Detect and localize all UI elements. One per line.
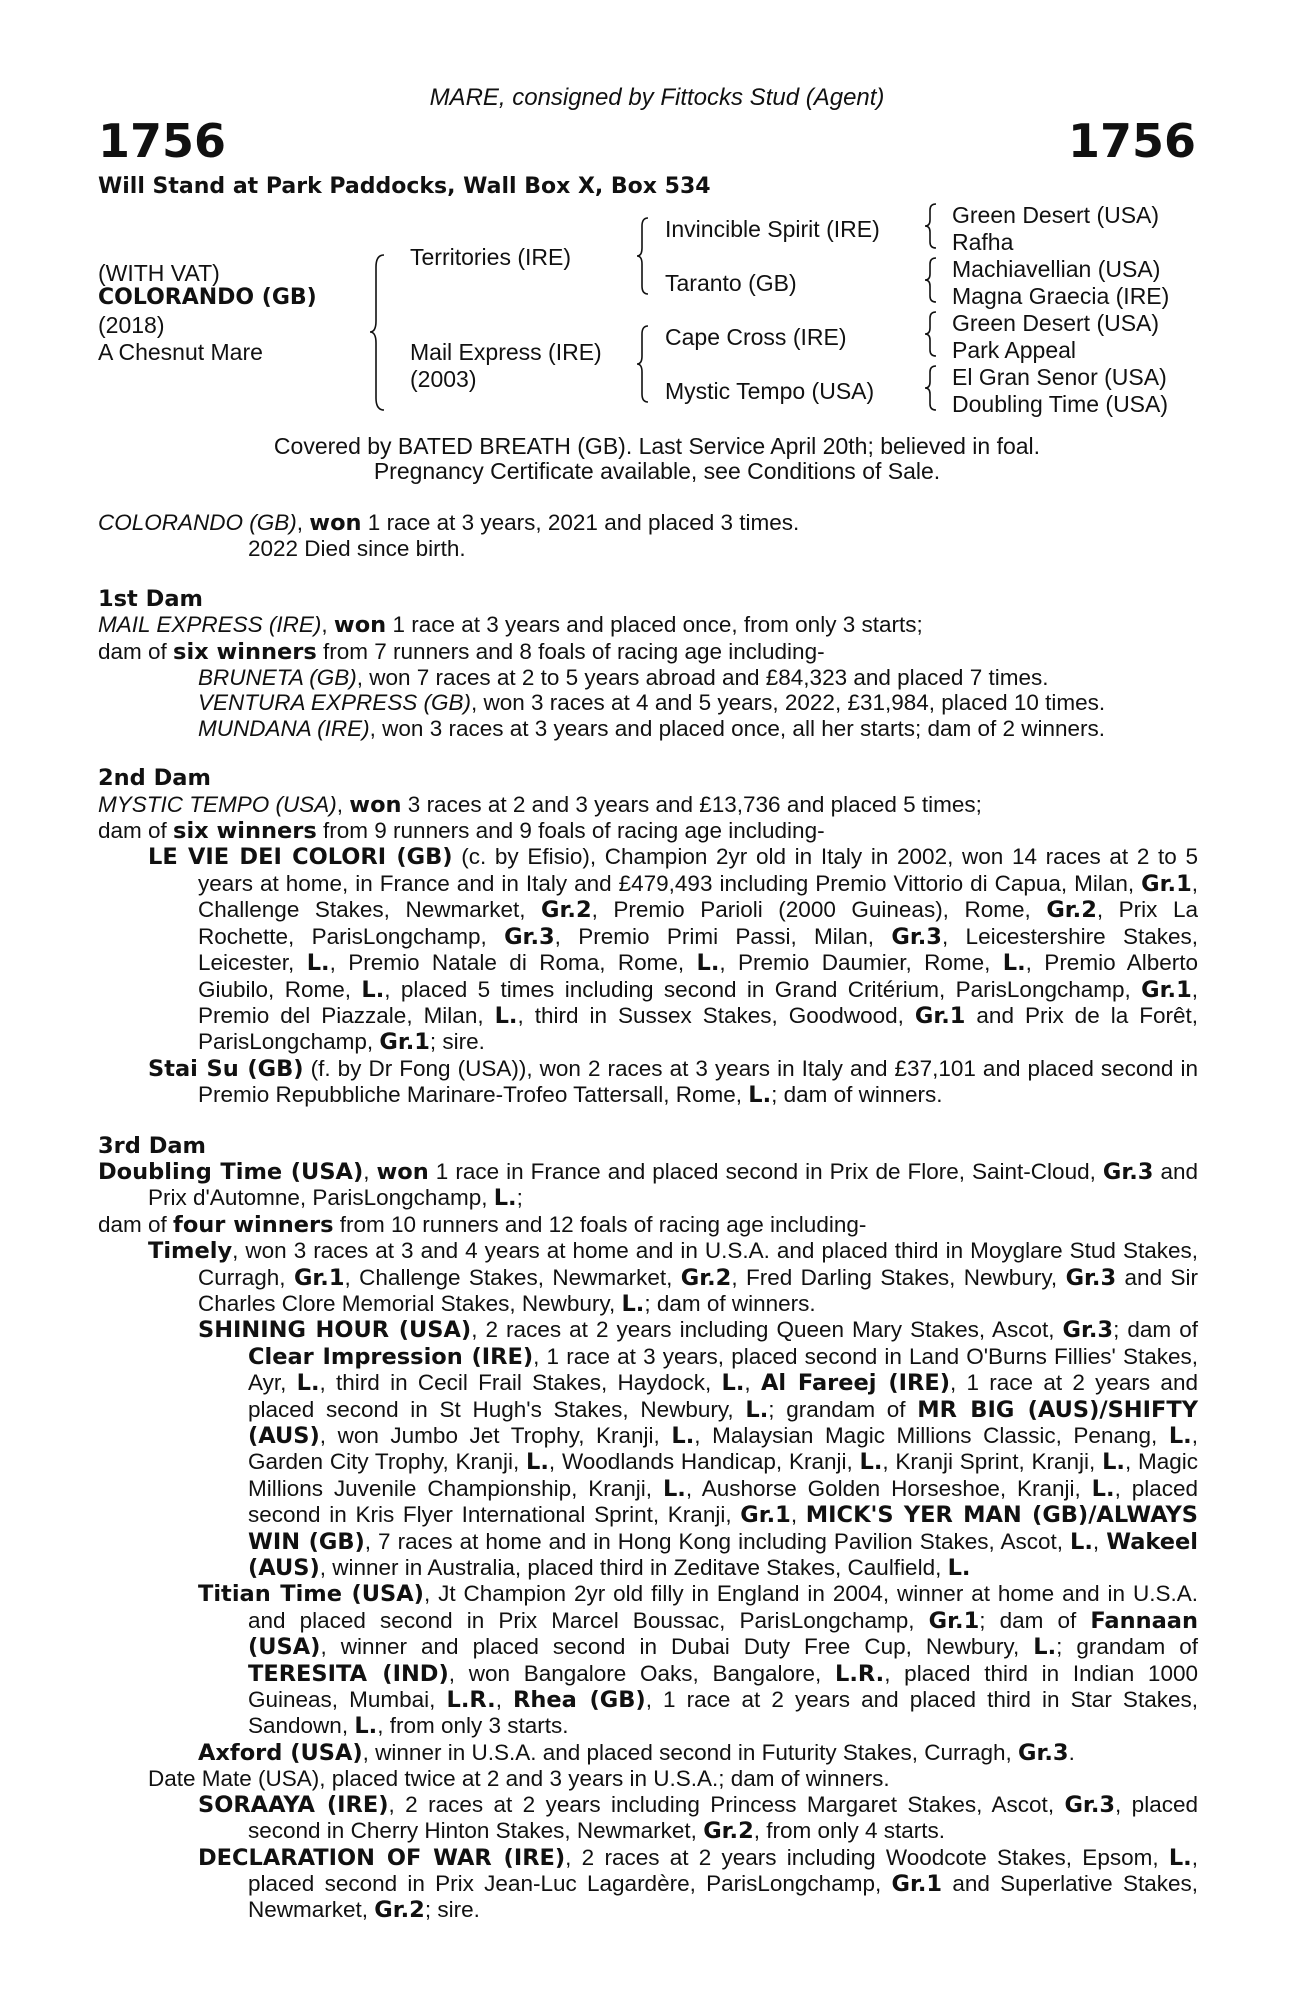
bold-run: L.: [721, 1370, 745, 1397]
bold-run: L.: [493, 1185, 517, 1212]
bold-run: MR BIG (AUS)/SHIFTY (AUS): [248, 1396, 1198, 1449]
text-run: , third in Sussex Stakes, Goodwood,: [517, 1002, 915, 1028]
text-run: , Premio Parioli (2000 Guineas), Rome,: [591, 897, 1047, 923]
bold-run: Gr.2: [680, 1264, 732, 1291]
career-note: 2022 Died since birth.: [248, 536, 466, 562]
second-dam-name: MYSTIC TEMPO (USA): [98, 791, 337, 817]
text-run: and Superlative Stakes, Newmarket,: [248, 1870, 1198, 1923]
grand-offspring-entry: [98, 1845, 1198, 1924]
horse-name: COLORANDO (GB): [98, 285, 317, 310]
text-run: , Prix La Rochette, ParisLongchamp,: [198, 897, 1198, 949]
bold-run: L.: [494, 1002, 518, 1029]
bold-run: L.: [947, 1555, 971, 1582]
text-run: from 10 runners and 12 foals of racing age including-: [333, 1211, 867, 1237]
second-dam-heading: 2nd Dam: [98, 765, 211, 792]
offspring-entry: [98, 690, 1198, 715]
ped-ddd: Doubling Time (USA): [952, 391, 1169, 417]
grand-offspring-entry: [98, 1792, 1198, 1845]
bold-run: four winners: [173, 1211, 334, 1238]
bold-run: Gr.2: [541, 897, 592, 924]
text-run: and Prix d'Automne, ParisLongchamp,: [148, 1158, 1198, 1211]
text-run: , Premio Primi Passi, Milan,: [554, 923, 892, 949]
career-text: 1 race at 3 years, 2021 and placed 3 times.: [361, 510, 800, 535]
pedigree-bracket: [924, 366, 938, 410]
text-run: ,: [495, 1687, 514, 1713]
first-dam-record: 1 race at 3 years and placed once, from only 3 starts;: [386, 612, 923, 638]
third-dam-produce: [98, 1212, 1198, 1238]
pedigree-bracket: [924, 204, 938, 248]
bold-run: DECLARATION OF WAR (IRE): [198, 1844, 566, 1871]
bold-run: LE VIE DEI COLORI (GB): [148, 844, 453, 871]
first-dam-heading: 1st Dam: [98, 585, 203, 612]
second-dam-line: MYSTIC TEMPO (USA), won 3 races at 2 and 3 years and £13,736 and placed 5 times;: [98, 791, 982, 818]
offspring-name: MUNDANA (IRE): [198, 715, 370, 741]
bold-run: Wakeel (AUS): [248, 1528, 1198, 1582]
bold-run: Titian Time (USA): [198, 1581, 424, 1608]
career-line: COLORANDO (GB), won 1 race at 3 years, 2021 and placed 3 times.: [98, 510, 800, 536]
offspring-entry: [98, 716, 1198, 741]
text-run: ; grandam of: [1056, 1634, 1198, 1660]
ped-sds: Machiavellian (USA): [952, 256, 1161, 282]
bold-run: L.: [361, 976, 385, 1003]
text-run: , Premio Alberto Giubilo, Rome,: [198, 950, 1199, 1002]
grand-offspring-entry: [98, 1317, 1198, 1581]
offspring-record: , won 7 races at 2 to 5 years abroad and £84,323 and placed 7 times.: [356, 665, 1049, 691]
text-run: , winner in U.S.A. and placed second in Futurity Stakes, Curragh,: [362, 1739, 1018, 1765]
bold-run: Gr.3: [1064, 1791, 1116, 1818]
bold-run: Gr.3: [1062, 1317, 1114, 1344]
bold-run: L.: [1168, 1844, 1192, 1871]
bold-run: Timely: [148, 1238, 233, 1265]
pedigree-bracket: [368, 255, 388, 410]
horse-year: (2018): [98, 312, 165, 338]
bold-run: Gr.1: [1141, 976, 1192, 1003]
bold-run: Gr.1: [293, 1264, 345, 1291]
text-run: , winner in Australia, placed third in Zeditave Stakes, Caulfield,: [319, 1555, 948, 1581]
won-label: won: [309, 510, 362, 536]
first-dam-produce: [98, 639, 1198, 665]
text-run: , Premio Natale di Roma, Rome,: [329, 950, 697, 976]
bold-run: Gr.3: [1102, 1158, 1154, 1185]
horse-description: A Chesnut Mare: [98, 339, 263, 365]
bold-run: L.: [859, 1449, 883, 1476]
third-dam-heading: 3rd Dam: [98, 1132, 206, 1159]
text-run: , 2 races at 2 years including Queen Mary Stakes, Ascot,: [471, 1317, 1063, 1343]
dam-year: (2003): [410, 366, 477, 392]
bold-run: Gr.3: [1065, 1264, 1117, 1291]
consignment-line: MARE, consigned by Fittocks Stud (Agent): [429, 84, 885, 111]
text-run: dam of: [98, 1211, 174, 1237]
text-run: , placed second in Kris Flyer International Sprint, Kranji,: [248, 1475, 1198, 1528]
text-run: , 2 races at 2 years including Princess Margaret Stakes, Ascot,: [388, 1791, 1065, 1817]
dam-sire: Cape Cross (IRE): [665, 324, 847, 350]
text-run: , placed second in Prix Jean-Luc Lagardère, ParisLongchamp,: [248, 1844, 1198, 1896]
bold-run: L.: [1033, 1634, 1057, 1661]
text-run: , Premio Daumier, Rome,: [719, 950, 1003, 976]
second-dam-produce: [98, 818, 1198, 844]
bold-run: L.: [306, 950, 330, 977]
bold-run: Fannaan (USA): [248, 1607, 1198, 1661]
bold-run: L.: [1168, 1423, 1192, 1449]
text-run: , Jt Champion 2yr old filly in England in 2004, winner at home and in U.S.A. and placed second in Prix Marcel Boussac, ParisLongchamp,: [248, 1581, 1198, 1633]
lot-number-left: 1756: [98, 114, 227, 168]
bold-run: L.: [662, 1475, 686, 1502]
text-run: ; dam of: [979, 1607, 1091, 1633]
text-run: , won Jumbo Jet Trophy, Kranji,: [319, 1423, 672, 1448]
text-run: , third in Cecil Frail Stakes, Haydock,: [319, 1370, 722, 1396]
text-run: , Fred Darling Stakes, Newbury,: [731, 1264, 1066, 1290]
bold-run: Clear Impression (IRE): [248, 1343, 534, 1370]
text-run: .: [1068, 1739, 1075, 1765]
text-run: , won 3 races at 3 and 4 years at home and in U.S.A. and placed third in Moyglare Stud Stakes, Curragh,: [198, 1238, 1198, 1290]
bold-run: Gr.3: [1018, 1739, 1069, 1766]
text-run: ,: [790, 1502, 806, 1528]
pedigree-bracket: [924, 312, 938, 356]
text-run: , 1 race at 2 years and placed third in Star Stakes, Sandown,: [248, 1687, 1198, 1739]
bold-run: Gr.3: [504, 923, 555, 950]
text-run: , Aushorse Golden Horseshoe, Kranji,: [685, 1475, 1092, 1501]
text-run: (c. by Efisio), Champion 2yr old in Italy in 2002, won 14 races at 2 to 5 years at home, in France and in Italy and £479,493 including Premio Vittorio di Capua, Milan,: [198, 844, 1198, 896]
text-run: dam of: [98, 818, 174, 844]
text-run: , 7 races at home and in Hong Kong including Pavilion Stakes, Ascot,: [364, 1528, 1071, 1554]
text-run: ;: [516, 1185, 523, 1211]
text-run: , Garden City Trophy, Kranji,: [248, 1423, 1198, 1475]
text-run: from 9 runners and 9 foals of racing age including-: [316, 818, 825, 844]
ped-sdd: Magna Graecia (IRE): [952, 283, 1170, 309]
bold-run: L.: [354, 1713, 378, 1740]
bold-run: L.: [671, 1423, 695, 1449]
text-run: (f. by Dr Fong (USA)), won 2 races at 3 years in Italy and £37,101 and placed second in Premio Repubbliche Marinare-Trofeo Tattersall, Rome,: [198, 1055, 1199, 1108]
winners-count: six winners: [173, 638, 317, 665]
text-run: ; dam of: [1113, 1317, 1198, 1343]
text-run: ; sire.: [429, 1029, 485, 1055]
bold-run: L.: [1002, 950, 1026, 977]
bold-run: Gr.1: [1141, 870, 1192, 897]
offspring-entry: Date Mate (USA), placed twice at 2 and 3 years in U.S.A.; dam of winners.: [148, 1766, 890, 1792]
bold-run: L.: [1102, 1449, 1125, 1476]
text-run: , 1 race at 3 years, placed second in Land O'Burns Fillies' Stakes, Ayr,: [248, 1343, 1198, 1396]
bold-run: L.: [745, 1396, 769, 1423]
bold-run: Doubling Time (USA): [98, 1158, 364, 1185]
text-run: , 1 race at 2 years and placed second in St Hugh's Stakes, Newbury,: [248, 1370, 1198, 1422]
bold-run: L.: [621, 1290, 645, 1317]
covering-line-2: Pregnancy Certificate available, see Conditions of Sale.: [373, 458, 941, 484]
text-run: , Malaysian Magic Millions Classic, Penang,: [694, 1423, 1169, 1448]
offspring-entry: [98, 1056, 1198, 1109]
text-run: and Prix de la Forêt, ParisLongchamp,: [198, 1002, 1198, 1055]
bold-run: won: [376, 1158, 429, 1185]
text-run: ,: [363, 1158, 377, 1184]
sire-name: Territories (IRE): [410, 244, 572, 270]
text-run: , placed 5 times including second in Grand Critérium, ParisLongchamp,: [384, 976, 1142, 1002]
ped-ssd: Rafha: [952, 229, 1014, 255]
bold-run: L.: [696, 950, 720, 977]
bold-run: L.: [748, 1082, 772, 1109]
sire-sire: Invincible Spirit (IRE): [665, 216, 880, 242]
text-run: ; sire.: [424, 1897, 480, 1923]
text-run: , Leicestershire Stakes, Leicester,: [198, 923, 1198, 976]
bold-run: SORAAYA (IRE): [198, 1791, 389, 1818]
bold-run: L.R.: [446, 1687, 496, 1714]
stand-location: Will Stand at Park Paddocks, Wall Box X, Box 534: [98, 174, 711, 199]
won-label: won: [333, 612, 387, 639]
grand-offspring-entry: [98, 1740, 1198, 1766]
ped-dsd: Park Appeal: [952, 337, 1077, 363]
text-run: , from only 4 starts.: [753, 1818, 946, 1844]
covering-line-1: Covered by BATED BREATH (GB). Last Service April 20th; believed in foal.: [273, 433, 1041, 459]
bold-run: SHINING HOUR (USA): [198, 1317, 472, 1344]
third-dam-line: [98, 1159, 1198, 1212]
first-dam-name: MAIL EXPRESS (IRE): [98, 612, 322, 638]
vat-note: (WITH VAT): [98, 260, 220, 286]
bold-run: Rhea (GB): [513, 1687, 646, 1714]
text-run: from 7 runners and 8 foals of racing age including-: [316, 638, 825, 664]
dam-dam: Mystic Tempo (USA): [665, 378, 875, 404]
bold-run: Al Fareej (IRE): [760, 1370, 950, 1397]
first-dam-line: MAIL EXPRESS (IRE), won 1 race at 3 years and placed once, from only 3 starts;: [98, 612, 923, 639]
lot-number-right: 1756: [1067, 114, 1196, 168]
bold-run: Gr.1: [740, 1502, 791, 1529]
ped-dss: Green Desert (USA): [952, 310, 1160, 336]
won-label: won: [349, 791, 402, 818]
text-run: and Sir Charles Clore Memorial Stakes, Newbury,: [198, 1264, 1198, 1316]
bold-run: TERESITA (IND): [248, 1660, 449, 1687]
text-run: , from only 3 starts.: [377, 1713, 569, 1739]
text-run: ,: [744, 1370, 761, 1396]
text-run: 1 race in France and placed second in Prix de Flore, Saint-Cloud,: [428, 1158, 1103, 1184]
bold-run: Gr.2: [703, 1818, 754, 1845]
text-run: , placed third in Indian 1000 Guineas, Mumbai,: [248, 1660, 1198, 1713]
text-run: ,: [1092, 1528, 1107, 1554]
offspring-record: , won 3 races at 3 years and placed once, all her starts; dam of 2 winners.: [369, 715, 1106, 741]
ped-dds: El Gran Senor (USA): [952, 364, 1167, 390]
text-run: , 2 races at 2 years including Woodcote Stakes, Epsom,: [565, 1844, 1169, 1870]
text-run: , Kranji Sprint, Kranji,: [882, 1449, 1103, 1475]
bold-run: L.: [296, 1370, 320, 1397]
bold-run: Gr.2: [1046, 897, 1097, 924]
text-run: , placed second in Cherry Hinton Stakes, Newmarket,: [248, 1791, 1198, 1844]
offspring-entry: [98, 665, 1198, 690]
bold-run: L.: [526, 1449, 549, 1476]
bold-run: L.: [1091, 1475, 1115, 1502]
offspring-record: , won 3 races at 4 and 5 years, 2022, £31,984, placed 10 times.: [470, 690, 1106, 716]
bold-run: L.R.: [835, 1660, 885, 1687]
text-run: , Premio del Piazzale, Milan,: [198, 976, 1198, 1028]
text-run: , winner and placed second in Dubai Duty Free Cup, Newbury,: [320, 1634, 1034, 1660]
offspring-entry: [98, 844, 1198, 1055]
text-run: , won Bangalore Oaks, Bangalore,: [448, 1660, 836, 1686]
text-run: , Challenge Stakes, Newmarket,: [344, 1264, 681, 1290]
bold-run: Gr.2: [374, 1897, 425, 1924]
grand-offspring-entry: [98, 1581, 1198, 1739]
winners-count: six winners: [173, 818, 317, 845]
bold-run: Gr.1: [914, 1002, 966, 1029]
ped-sss: Green Desert (USA): [952, 202, 1160, 228]
sire-dam: Taranto (GB): [665, 270, 797, 296]
bold-run: Gr.3: [891, 923, 942, 950]
bold-run: L.: [1070, 1528, 1093, 1555]
text-run: , Woodlands Handicap, Kranji,: [548, 1449, 860, 1475]
bold-run: Gr.1: [891, 1870, 943, 1897]
text-run: dam of: [98, 638, 174, 664]
text-run: ; grandam of: [768, 1396, 918, 1422]
bold-run: MICK'S YER MAN (GB)/ALWAYS WIN (GB): [248, 1502, 1199, 1555]
career-horse: COLORANDO (GB): [98, 510, 297, 535]
text-run: , Magic Millions Juvenile Championship, Kranji,: [248, 1449, 1199, 1501]
offspring-name: VENTURA EXPRESS (GB): [198, 690, 471, 716]
pedigree-bracket: [636, 218, 650, 294]
text-run: , Challenge Stakes, Newmarket,: [198, 870, 1198, 923]
offspring-name: BRUNETA (GB): [198, 665, 357, 691]
catalogue-body: [98, 510, 1198, 1924]
pedigree-bracket: [636, 326, 650, 402]
pedigree-bracket: [924, 258, 938, 302]
text-run: ; dam of winners.: [644, 1290, 816, 1316]
bold-run: Gr.1: [928, 1607, 980, 1634]
bold-run: Stai Su (GB): [148, 1055, 304, 1082]
second-dam-record: 3 races at 2 and 3 years and £13,736 and placed 5 times;: [401, 791, 982, 817]
offspring-entry: [98, 1238, 1198, 1317]
bold-run: Axford (USA): [198, 1739, 363, 1766]
dam-name: Mail Express (IRE): [410, 339, 602, 365]
bold-run: Gr.1: [379, 1029, 430, 1056]
text-run: ; dam of winners.: [771, 1082, 943, 1108]
